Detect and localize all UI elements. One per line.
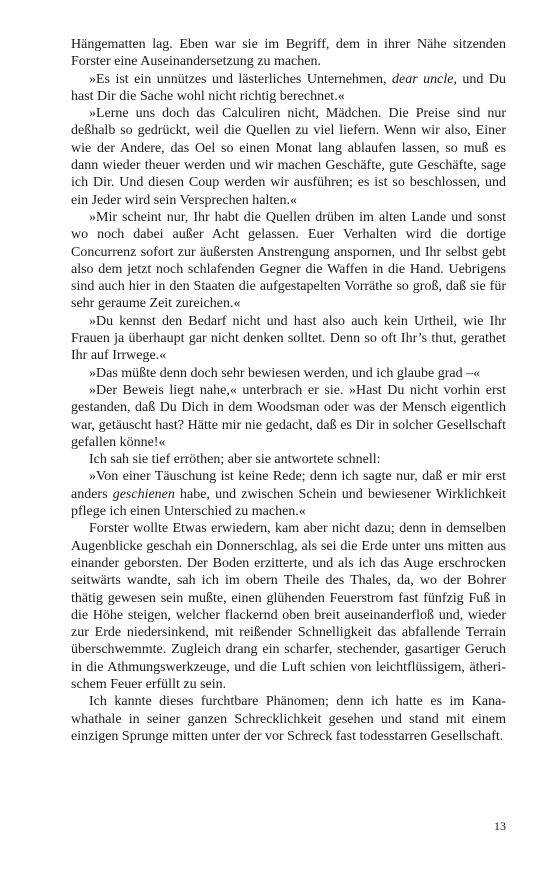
italic-text: dear uncle, xyxy=(392,71,457,87)
text-run: und Du hast Dir die Sache wohl nicht richtig berechnet.« xyxy=(71,71,507,104)
paragraph xyxy=(71,520,506,693)
page-number: 13 xyxy=(494,819,506,833)
text-run: Hängematten lag. Eben war sie im Begriff, dem in ihrer Nähe sitzenden Forster eine Auseinandersetzung zu machen. xyxy=(71,37,506,70)
paragraph xyxy=(71,105,506,209)
text-run: »Das müßte denn doch sehr bewiesen werden, und ich glaube grad –« xyxy=(89,365,481,381)
text-run: Ich sah sie tief erröthen; aber sie antwortete schnell: xyxy=(89,452,381,468)
text-run: »Von einer Täuschung ist keine Rede; denn ich sagte nur, daß er mir erst anders xyxy=(71,469,506,502)
paragraph xyxy=(71,382,506,451)
paragraph xyxy=(71,451,506,468)
italic-text: geschienen xyxy=(112,486,175,502)
paragraph xyxy=(71,36,506,71)
paragraph xyxy=(71,313,506,365)
paragraph xyxy=(71,71,506,106)
text-run: habe, und zwischen Schein und bewiesener Wirklichkeit pflege ich einen Unterschied zu machen.« xyxy=(71,486,506,520)
paragraph xyxy=(71,209,506,313)
paragraph xyxy=(71,693,506,745)
text-run: Forster wollte Etwas erwiedern, kam aber nicht dazu; denn in demselben Augenblicke geschah ein Donnerschlag, als sei die Erde unter uns mitten aus einander geborsten. Der Boden erzitterte, und als ich das Auge erschrocken seitwärts wandte, sah ich im obern Theile des Thales, da, wo der Bohrer thätig gewesen sein mußte, einen glühenden Feuerstrom fast fünfzig Fuß in die Höhe steigen, welcher flackernd oben breit auseinanderfloß und, wieder zur Erde niedersinkend, mit reißender Schnelligkeit das abfallende Terrain überschwemmte. Zugleich drang ein scharfer, stechender, gasartiger Geruch in die Athmungswerkzeuge, und die Luft schien von leichtflüssigem, ätherischem Feuer erfüllt zu sein. xyxy=(71,521,506,692)
text-run: »Mir scheint nur, Ihr habt die Quellen drüben im alten Lande und sonst wo noch dabei außer Acht gelassen. Euer Verhalten wird die dortige Concurrenz sofort zur äußersten Anstrengung anspornen, und Ihr selbst gebt also dem jetzt noch schlafenden Gegner die Waffen in die Hand. Uebrigens sind auch hier in den Staaten die aufgestapelten Vorräthe so groß, daß sie für sehr geraume Zeit zureichen.« xyxy=(71,209,506,312)
text-run: »Der Beweis liegt nahe,« unterbrach er sie. »Hast Du nicht vorhin erst gestanden, daß Du Dich in dem Woodsman oder was der Mensch eigentlich war, getäuscht hast? Hätte mir nie gedacht, daß es Dir in solcher Gesellschaft gefallen könne!« xyxy=(71,382,506,450)
paragraph xyxy=(71,365,506,382)
text-run: »Es ist ein unnützes und lästerliches Unternehmen, xyxy=(89,71,393,87)
body-text xyxy=(71,36,506,745)
text-run: Ich kannte dieses furchtbare Phänomen; denn ich hatte es im Kanawhathale in seiner ganzen Schrecklichkeit gesehen und stand mit einem einzigen Sprunge mitten unter der vor Schreck fast todesstarren Gesellschaft. xyxy=(71,694,506,744)
text-run: »Du kennst den Bedarf nicht und hast also auch kein Urtheil, wie Ihr Frauen ja überhaupt gar nicht denken solltet. Denn so oft Ihr’s thut, gerathet Ihr auf Irrwege.« xyxy=(71,313,506,364)
paragraph xyxy=(71,468,506,520)
text-run: »Lerne uns doch das Calculiren nicht, Mädchen. Die Preise sind nur deßhalb so gedrückt, weil die Quellen zu viel liefern. Wenn wir also, Einer wie der Andere, das Oel so einen Monat lang ablaufen lassen, so muß es dann wieder theuer werden und wir machen Geschäfte, gute Geschäfte, sage ich Dir. Und diesen Coup werden wir ausführen; es ist so beschlossen, und ein Jeder wird sein Versprechen halten.« xyxy=(71,106,506,208)
